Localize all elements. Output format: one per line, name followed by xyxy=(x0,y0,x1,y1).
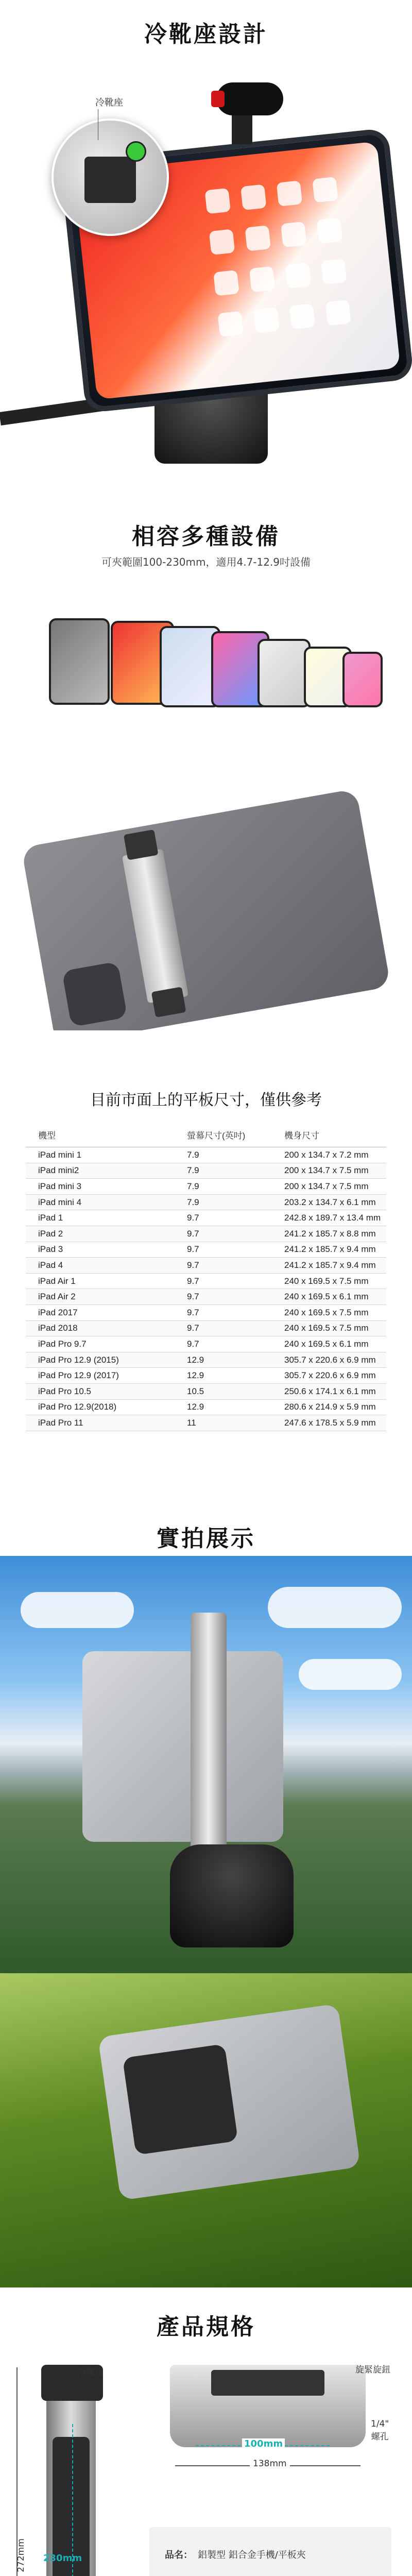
cell-screen: 9.7 xyxy=(173,1289,275,1305)
cold-shoe-label: 冷靴座 xyxy=(95,97,123,108)
cell-body: 203.2 x 134.7 x 6.1 mm xyxy=(275,1194,386,1210)
clamp-rail xyxy=(191,1613,227,1855)
cell-screen: 9.7 xyxy=(173,1258,275,1274)
microphone-accent xyxy=(211,91,225,107)
compat-subtitle: 可夾範圍100-230mm，適用4.7-12.9吋設備 xyxy=(101,556,311,568)
app-icon xyxy=(289,303,316,330)
cell-model: iPad Air 1 xyxy=(26,1273,173,1289)
tablet-camera xyxy=(62,961,127,1027)
device-image xyxy=(111,621,174,705)
spec-value: 鋁製型 鋁合金手機/平板夾 xyxy=(198,2550,306,2561)
app-icon xyxy=(277,180,303,207)
cell-body: 241.2 x 185.7 x 9.4 mm xyxy=(275,1258,386,1274)
cell-model: iPad Pro 10.5 xyxy=(26,1383,173,1399)
device-image xyxy=(342,652,383,707)
cell-model: iPad mini 3 xyxy=(26,1179,173,1195)
outdoor-photo xyxy=(0,1556,412,1973)
cell-model: iPad 4 xyxy=(26,1258,173,1274)
cell-screen: 12.9 xyxy=(173,1368,275,1384)
col-header-body: 機身尺寸 xyxy=(275,1122,386,1147)
cell-body: 250.6 x 174.1 x 6.1 mm xyxy=(275,1383,386,1399)
app-icon xyxy=(281,222,307,248)
cold-shoe-label: 冷靴座 xyxy=(77,2367,104,2378)
knob-label: 旋緊旋鈕 xyxy=(355,2365,390,2375)
hero-section xyxy=(0,0,412,489)
cell-model: iPad Pro 12.9(2018) xyxy=(26,1399,173,1415)
cloud xyxy=(268,1587,402,1628)
cell-body: 242.8 x 189.7 x 13.4 mm xyxy=(275,1210,386,1226)
cell-screen: 7.9 xyxy=(173,1163,275,1179)
outer-width-label: 138mm xyxy=(250,2459,290,2469)
cloud xyxy=(21,1592,134,1628)
spec-card xyxy=(149,2527,391,2576)
table-row xyxy=(26,1320,386,1336)
cell-screen: 11 xyxy=(173,1415,275,1431)
cell-screen: 12.9 xyxy=(173,1399,275,1415)
cell-body: 241.2 x 185.7 x 8.8 mm xyxy=(275,1226,386,1242)
cell-screen: 9.7 xyxy=(173,1273,275,1289)
microphone-mount xyxy=(232,113,252,144)
cell-model: iPad 2 xyxy=(26,1226,173,1242)
device-image xyxy=(304,647,352,707)
app-icon xyxy=(218,311,244,337)
spec-title: 產品規格 xyxy=(157,2314,255,2340)
cell-model: iPad 2017 xyxy=(26,1304,173,1320)
hero-title: 冷靴座設計 xyxy=(144,21,268,47)
cell-screen: 9.7 xyxy=(173,1210,275,1226)
app-icon xyxy=(317,217,343,244)
cell-screen: 7.9 xyxy=(173,1194,275,1210)
cell-body: 280.6 x 214.9 x 5.9 mm xyxy=(275,1399,386,1415)
mount-top-view xyxy=(170,2365,366,2447)
bubble-level-icon xyxy=(126,141,146,162)
cell-body: 240 x 169.5 x 7.5 mm xyxy=(275,1304,386,1320)
cell-model: iPad Pro 12.9 (2017) xyxy=(26,1368,173,1384)
cell-model: iPad Pro 9.7 xyxy=(26,1336,173,1352)
cell-screen: 12.9 xyxy=(173,1352,275,1368)
cold-shoe-detail-image xyxy=(52,118,169,236)
cold-shoe-icon xyxy=(84,157,136,203)
table-row xyxy=(26,1415,386,1431)
cell-model: iPad Pro 11 xyxy=(26,1415,173,1431)
app-icon xyxy=(213,270,239,296)
mounted-tablet-image xyxy=(82,1651,283,1842)
cell-model: iPad 1 xyxy=(26,1210,173,1226)
clamp-rail xyxy=(122,849,188,1003)
app-icon xyxy=(241,184,267,211)
cloud xyxy=(299,1659,402,1690)
cell-body: 305.7 x 220.6 x 6.9 mm xyxy=(275,1352,386,1368)
table-row xyxy=(26,1368,386,1384)
cell-body: 240 x 169.5 x 7.5 mm xyxy=(275,1320,386,1336)
tablet-mount-image xyxy=(21,789,391,1030)
table-row xyxy=(26,1383,386,1399)
cell-screen: 9.7 xyxy=(173,1336,275,1352)
table-row xyxy=(26,1194,386,1210)
cell-screen: 7.9 xyxy=(173,1179,275,1195)
table-row xyxy=(26,1399,386,1415)
cell-body: 200 x 134.7 x 7.2 mm xyxy=(275,1147,386,1163)
cell-screen: 9.7 xyxy=(173,1320,275,1336)
cell-screen: 9.7 xyxy=(173,1304,275,1320)
cell-model: iPad mini 4 xyxy=(26,1194,173,1210)
table-row xyxy=(26,1258,386,1274)
grass-photo xyxy=(0,1973,412,2287)
outer-height-label: 272mm xyxy=(15,2538,26,2572)
cell-model: iPad mini2 xyxy=(26,1163,173,1179)
cell-model: iPad Pro 12.9 (2015) xyxy=(26,1352,173,1368)
spec-key: 品名： xyxy=(165,2550,193,2561)
screw-hole-label: 1/4" 螺孔 xyxy=(371,2419,389,2442)
table-row xyxy=(26,1226,386,1242)
table-row xyxy=(26,1242,386,1258)
photos-title: 實拍展示 xyxy=(157,1526,255,1552)
app-icon xyxy=(245,225,271,251)
sizes-title: 目前市面上的平板尺寸，僅供參考 xyxy=(90,1091,322,1109)
cell-body: 200 x 134.7 x 7.5 mm xyxy=(275,1163,386,1179)
cell-body: 247.6 x 178.5 x 5.9 mm xyxy=(275,1415,386,1431)
app-icon xyxy=(253,307,280,333)
cell-body: 240 x 169.5 x 7.5 mm xyxy=(275,1273,386,1289)
microphone-icon xyxy=(216,82,283,115)
table-row xyxy=(26,1289,386,1305)
device-image xyxy=(258,639,311,707)
cell-model: iPad 3 xyxy=(26,1242,173,1258)
photos-section xyxy=(0,1510,412,2293)
compat-title: 相容多種設備 xyxy=(132,523,280,550)
cell-model: iPad Air 2 xyxy=(26,1289,173,1305)
inner-width-label: 100mm xyxy=(242,2438,285,2449)
app-icon xyxy=(209,229,235,255)
tripod-head-image xyxy=(170,1844,294,1947)
col-header-model: 機型 xyxy=(26,1122,173,1147)
cell-screen: 7.9 xyxy=(173,1147,275,1163)
table-row xyxy=(26,1163,386,1179)
spec-name-row xyxy=(165,2548,306,2561)
table-row xyxy=(26,1273,386,1289)
silicone-pad xyxy=(123,2044,238,2155)
cell-body: 241.2 x 185.7 x 9.4 mm xyxy=(275,1242,386,1258)
cell-model: iPad mini 1 xyxy=(26,1147,173,1163)
app-icon xyxy=(249,266,276,293)
sizes-section xyxy=(0,1030,412,1510)
device-image xyxy=(211,631,269,707)
app-icon xyxy=(285,262,311,289)
cell-screen: 9.7 xyxy=(173,1226,275,1242)
table-row xyxy=(26,1304,386,1320)
cell-model: iPad 2018 xyxy=(26,1320,173,1336)
table-row xyxy=(26,1336,386,1352)
app-icon xyxy=(321,259,347,285)
cell-screen: 10.5 xyxy=(173,1383,275,1399)
size-table xyxy=(26,1122,386,1431)
cell-body: 305.7 x 220.6 x 6.9 mm xyxy=(275,1368,386,1384)
table-row xyxy=(26,1352,386,1368)
table-row xyxy=(26,1210,386,1226)
cell-body: 240 x 169.5 x 6.1 mm xyxy=(275,1289,386,1305)
cell-body: 200 x 134.7 x 7.5 mm xyxy=(275,1179,386,1195)
cell-screen: 9.7 xyxy=(173,1242,275,1258)
top-clamp xyxy=(211,2370,324,2396)
app-icon xyxy=(204,188,231,214)
device-image xyxy=(160,626,220,707)
table-row xyxy=(26,1147,386,1163)
inner-height-label: 230mm xyxy=(43,2553,82,2564)
app-icon xyxy=(325,300,351,326)
bottom-clamp xyxy=(151,987,186,1018)
table-row xyxy=(26,1179,386,1195)
cell-body: 240 x 169.5 x 6.1 mm xyxy=(275,1336,386,1352)
app-icon xyxy=(312,177,338,203)
device-image xyxy=(49,618,110,705)
spec-section xyxy=(0,2293,412,2576)
top-clamp xyxy=(124,829,159,860)
table-header-row xyxy=(26,1122,386,1147)
col-header-screen: 螢幕尺寸(英吋) xyxy=(173,1122,275,1147)
